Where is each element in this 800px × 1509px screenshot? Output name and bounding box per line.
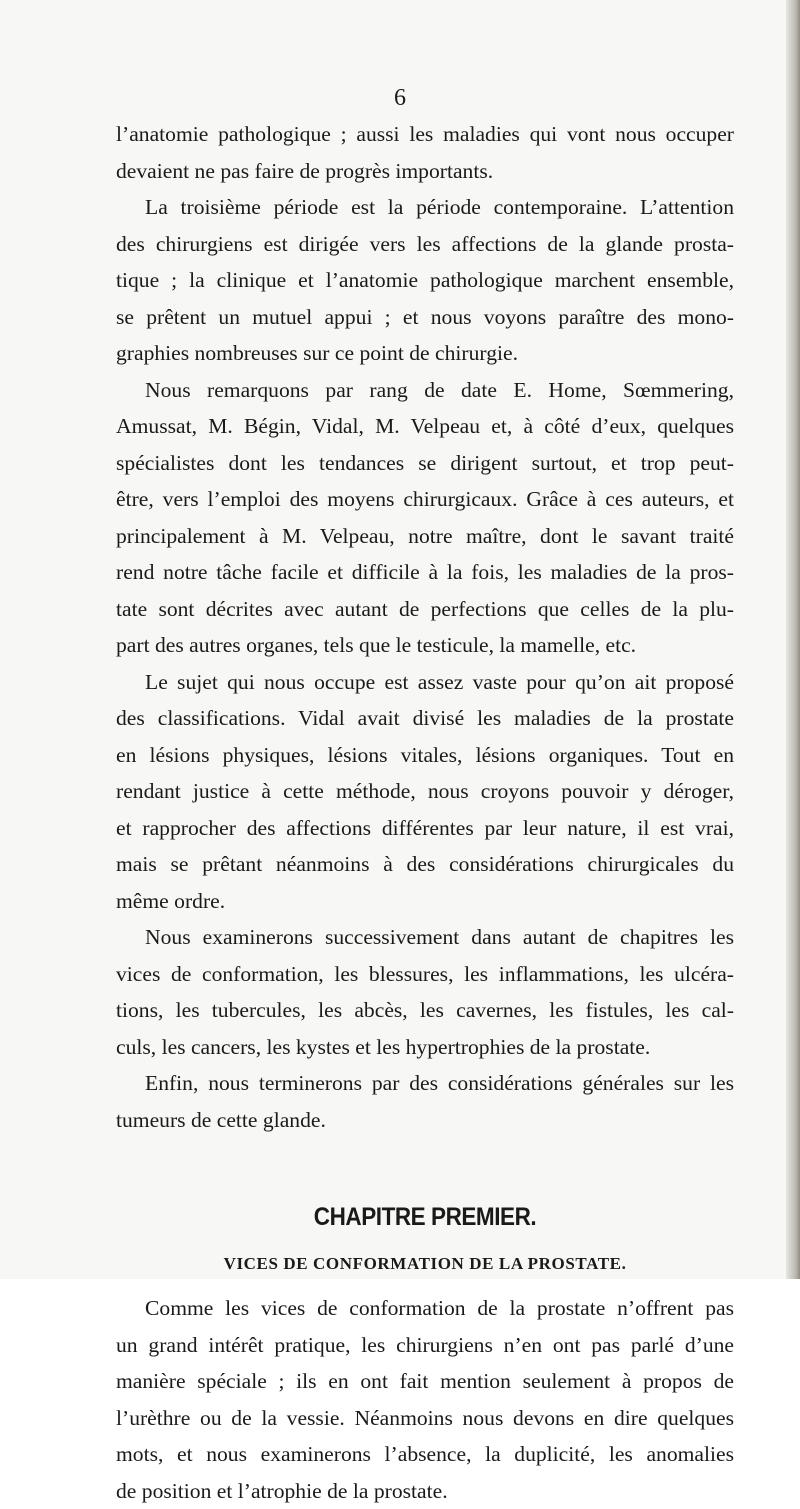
page-body bbox=[116, 116, 734, 1509]
text-line: mots, et nous examinerons l’absence, la duplicité, les anomalies bbox=[116, 1436, 734, 1473]
text-line: et rapprocher des affections différentes par leur nature, il est vrai, bbox=[116, 810, 734, 847]
text-line: graphies nombreuses sur ce point de chirurgie. bbox=[116, 335, 734, 372]
text-line: manière spéciale ; ils en ont fait mention seulement à propos de bbox=[116, 1363, 734, 1400]
text-line: mais se prêtant néanmoins à des considérations chirurgicales du bbox=[116, 846, 734, 883]
text-line: La troisième période est la période contemporaine. L’attention bbox=[116, 189, 734, 226]
text-line: culs, les cancers, les kystes et les hypertrophies de la prostate. bbox=[116, 1029, 734, 1066]
text-line: Comme les vices de conformation de la prostate n’offrent pas bbox=[116, 1290, 734, 1327]
text-line: part des autres organes, tels que le testicule, la mamelle, etc. bbox=[116, 627, 734, 664]
text-line: même ordre. bbox=[116, 883, 734, 920]
paragraph-1 bbox=[116, 116, 734, 189]
text-line: des chirurgiens est dirigée vers les affections de la glande prosta- bbox=[116, 226, 734, 263]
text-line: être, vers l’emploi des moyens chirurgicaux. Grâce à ces auteurs, et bbox=[116, 481, 734, 518]
text-line: des classifications. Vidal avait divisé les maladies de la prostate bbox=[116, 700, 734, 737]
page-number: 6 bbox=[0, 86, 800, 110]
paragraph-2 bbox=[116, 189, 734, 372]
paragraph-5 bbox=[116, 919, 734, 1065]
text-line: en lésions physiques, lésions vitales, lésions organiques. Tout en bbox=[116, 737, 734, 774]
text-line: vices de conformation, les blessures, les inflammations, les ulcéra- bbox=[116, 956, 734, 993]
text-line: Amussat, M. Bégin, Vidal, M. Velpeau et, à côté d’eux, quelques bbox=[116, 408, 734, 445]
text-line: un grand intérêt pratique, les chirurgiens n’en ont pas parlé d’une bbox=[116, 1327, 734, 1364]
text-line: l’urèthre ou de la vessie. Néanmoins nous devons en dire quelques bbox=[116, 1400, 734, 1437]
paragraph-4 bbox=[116, 664, 734, 920]
text-line: rend notre tâche facile et difficile à la fois, les maladies de la pros- bbox=[116, 554, 734, 591]
text-line: tate sont décrites avec autant de perfections que celles de la plu- bbox=[116, 591, 734, 628]
paragraph-6 bbox=[116, 1065, 734, 1138]
paragraph-3 bbox=[116, 372, 734, 664]
text-line: tions, les tubercules, les abcès, les cavernes, les fistules, les cal- bbox=[116, 992, 734, 1029]
text-line: spécialistes dont les tendances se dirigent surtout, et trop peut- bbox=[116, 445, 734, 482]
text-line: l’anatomie pathologique ; aussi les maladies qui vont nous occuper bbox=[116, 116, 734, 153]
text-line: tumeurs de cette glande. bbox=[116, 1102, 734, 1139]
paragraph-7 bbox=[116, 1290, 734, 1509]
text-line: Enfin, nous terminerons par des considérations générales sur les bbox=[116, 1065, 734, 1102]
chapter-title: CHAPITRE PREMIER. bbox=[147, 1202, 703, 1232]
text-line: tique ; la clinique et l’anatomie pathologique marchent ensemble, bbox=[116, 262, 734, 299]
text-line: se prêtent un mutuel appui ; et nous voyons paraître des mono- bbox=[116, 299, 734, 336]
section-title: VICES DE CONFORMATION DE LA PROSTATE. bbox=[116, 1252, 734, 1276]
page-edge-shadow bbox=[786, 0, 800, 1279]
text-line: Le sujet qui nous occupe est assez vaste pour qu’on ait proposé bbox=[116, 664, 734, 701]
text-line: Nous examinerons successivement dans autant de chapitres les bbox=[116, 919, 734, 956]
text-line: principalement à M. Velpeau, notre maître, dont le savant traité bbox=[116, 518, 734, 555]
text-line: de position et l’atrophie de la prostate. bbox=[116, 1473, 734, 1509]
text-line: Nous remarquons par rang de date E. Home, Sœmmering, bbox=[116, 372, 734, 409]
text-line: rendant justice à cette méthode, nous croyons pouvoir y déroger, bbox=[116, 773, 734, 810]
text-line: devaient ne pas faire de progrès importants. bbox=[116, 153, 734, 190]
